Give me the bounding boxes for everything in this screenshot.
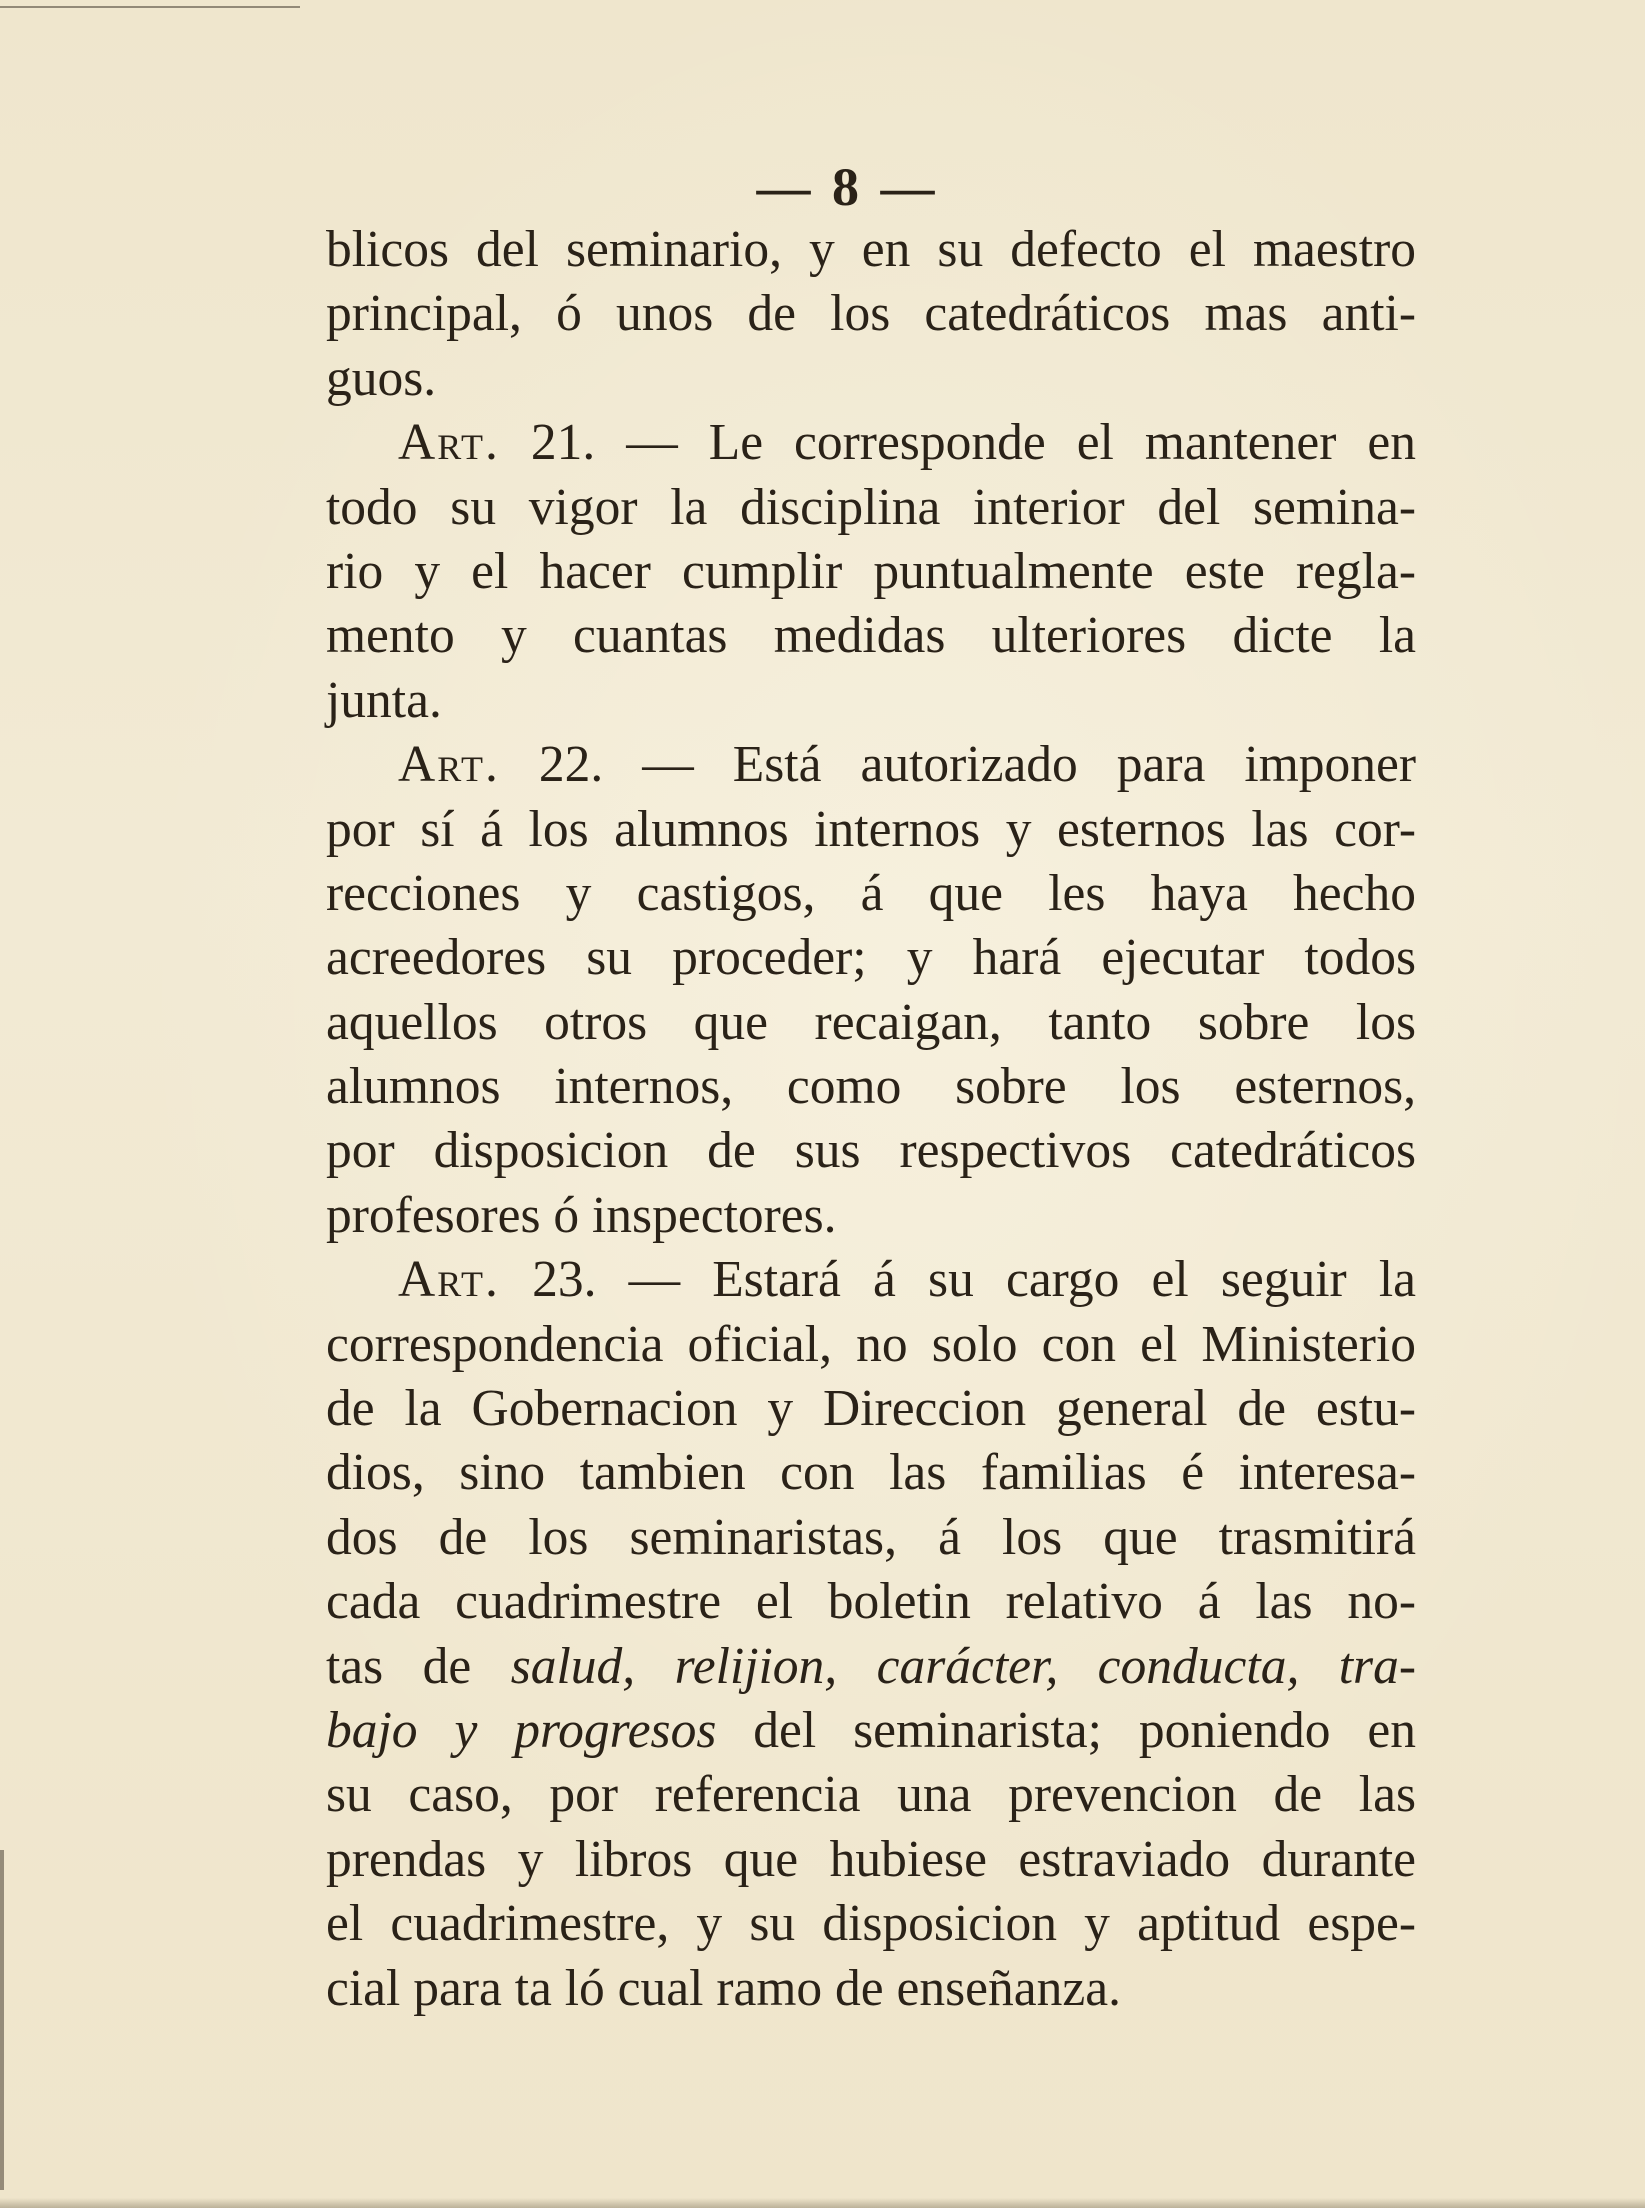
top-rule xyxy=(0,6,300,8)
article-label: Art. xyxy=(398,1251,500,1309)
text-fragment: Estará á su cargo el seguir la xyxy=(712,1251,1417,1309)
text-line: guos. xyxy=(326,349,437,407)
text-line: cada cuadrimestre el boletin relativo á las no- xyxy=(326,1573,1416,1631)
text-line: blicos del seminario, y en su defecto el maestro xyxy=(326,221,1416,278)
text-fragment: Está autorizado para imponer xyxy=(732,736,1417,794)
text-line: el cuadrimestre, y su disposicion y aptitud espe- xyxy=(326,1895,1416,1953)
text-line: dios, sino tambien con las familias é interesa- xyxy=(326,1444,1416,1502)
text-line: acreedores su proceder; y hará ejecutar todos xyxy=(326,929,1416,987)
text-line: aquellos otros que recaigan, tanto sobre los xyxy=(326,993,1416,1051)
text-line: junta. xyxy=(326,671,442,729)
text-fragment: tas de xyxy=(326,1637,472,1695)
text-line: dos de los seminaristas, á los que trasmitirá xyxy=(326,1508,1416,1566)
text-line: profesores ó inspectores. xyxy=(326,1186,837,1244)
italic-text-line xyxy=(326,1699,1416,1763)
article-22-heading-line xyxy=(326,733,1416,797)
left-page-edge xyxy=(0,1850,4,2190)
text-line: correspondencia oficial, no solo con el Ministerio xyxy=(326,1315,1416,1373)
text-line: recciones y castigos, á que les haya hecho xyxy=(326,864,1416,922)
article-23-heading-line xyxy=(326,1248,1416,1312)
text-line: mento y cuantas medidas ulteriores dicte la xyxy=(326,607,1416,665)
article-21-heading-line xyxy=(326,411,1416,475)
article-label: Art. xyxy=(398,414,500,472)
text-line: rio y el hacer cumplir puntualmente este regla- xyxy=(326,542,1416,600)
text-line: de la Gobernacion y Direccion general de estu- xyxy=(326,1380,1416,1438)
text-line: por disposicion de sus respectivos catedráticos xyxy=(326,1122,1416,1180)
text-line: por sí á los alumnos internos y esternos las cor- xyxy=(326,800,1416,858)
page-number: — 8 — xyxy=(756,157,939,217)
text-fragment: Le corresponde el mantener en xyxy=(708,414,1417,472)
article-label: Art. xyxy=(398,736,500,794)
body-text xyxy=(326,218,1416,2021)
text-line: prendas y libros que hubiese estraviado durante xyxy=(326,1830,1416,1888)
text-fragment: del seminarista; poniendo en xyxy=(753,1701,1417,1759)
article-number: 21. — xyxy=(530,414,678,472)
text-line: alumnos internos, como sobre los esternos, xyxy=(326,1058,1416,1116)
text-line: su caso, por referencia una prevencion de las xyxy=(326,1766,1416,1824)
italic-fragment: bajo y progresos xyxy=(326,1701,717,1759)
text-line: cial para ta ló cual ramo de enseñanza. xyxy=(326,1959,1121,2017)
article-number: 22. — xyxy=(538,736,694,794)
bottom-page-edge xyxy=(0,2198,1645,2208)
italic-fragment: salud, relijion, carácter, conducta, tra- xyxy=(510,1637,1417,1695)
article-number: 23. — xyxy=(532,1251,681,1309)
text-line: principal, ó unos de los catedráticos mas anti- xyxy=(326,285,1416,343)
italic-text-line xyxy=(326,1635,1416,1699)
text-line: todo su vigor la disciplina interior del semina- xyxy=(326,478,1416,536)
